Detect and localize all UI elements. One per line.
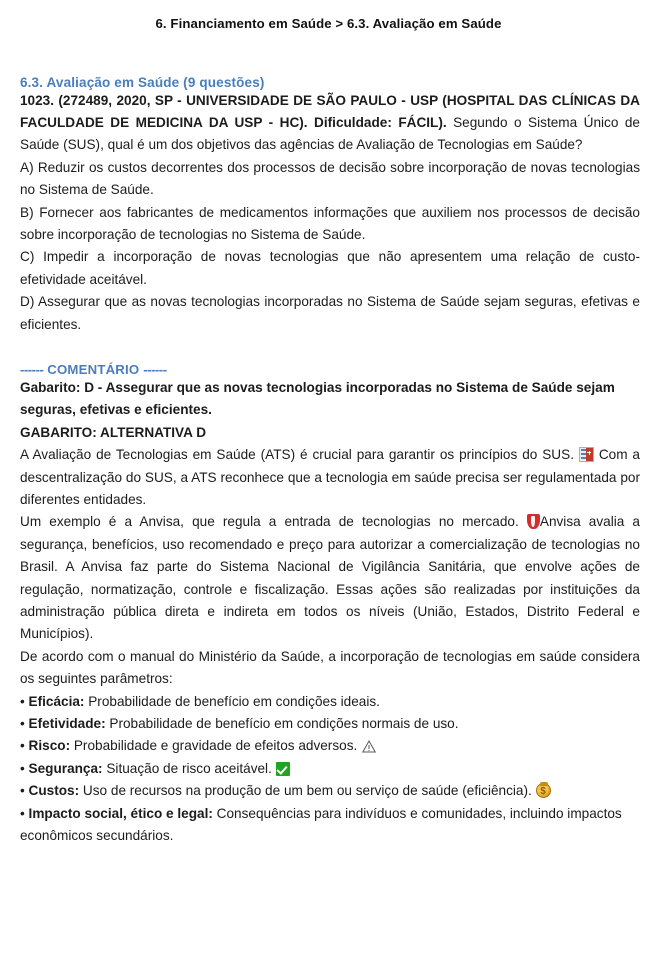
comment-heading [20,362,657,377]
parameter-description: Probabilidade de benefício em condições ideais. [84,693,380,709]
answer-key-alternative: GABARITO: ALTERNATIVA D [20,424,207,440]
bullet-marker: • [20,783,25,799]
parameter-description: Consequências para indivíduos e comunidades, incluindo impactos econômicos secundários. [20,805,622,844]
bullet-marker: • [20,738,25,754]
parameter-term: Impacto social, ético e legal: [28,805,213,821]
bullet-marker: • [20,693,25,709]
comment-content [0,377,657,848]
list-item [20,713,640,735]
parameter-term: Eficácia: [28,693,85,709]
option-a[interactable]: A) Reduzir os custos decorrentes dos processos de decisão sobre incorporação de novas tecnologias no Sistema de Saúde. [20,159,640,198]
green-check-icon [276,762,290,776]
list-item [20,780,640,802]
list-item [20,735,640,757]
question-stem-text: Segundo o Sistema Único de Saúde (SUS), qual é um dos objetivos das agências de Avaliação de Tecnologias em Saúde? [20,114,640,153]
list-item [20,691,640,713]
parameter-term: Risco: [28,738,71,754]
explanation-p1-part1: A Avaliação de Tecnologias em Saúde (ATS) é crucial para garantir os princípios do SUS. [20,447,574,463]
hospital-icon [579,447,594,462]
parameter-description: Situação de risco aceitável. [102,760,272,776]
comment-dash-left: ------ [20,361,44,377]
list-item [20,758,640,780]
parameter-term: Custos: [28,783,80,799]
explanation-p2-part2: Anvisa avalia a segurança, benefícios, uso recomendado e preço para autorizar a comercialização de tecnologias no Brasil. A Anvisa faz parte do Sistema Nacional de Vigilância Sanitária, que envolve ações de regulação, normatização, controle e fiscalização. Essas ações são realizadas por instituições da administração pública direta e indireta em todos os níveis (União, Estados, Distrito Federal e Municípios). [20,514,640,642]
answer-key-line: Gabarito: D - Assegurar que as novas tecnologias incorporadas no Sistema de Saúde sejam seguras, efetivas e eficientes. [20,379,615,418]
question-source-bold: 1023. (272489, 2020, SP - UNIVERSIDADE DE SÃO PAULO - USP (HOSPITAL DAS CLÍNICAS DA FACULDADE DE MEDICINA DA USP - HC). Dificuldade: FÁCIL). [20,92,640,130]
document-content [0,90,657,336]
question-stem [20,90,640,157]
bullet-marker: • [20,760,25,776]
parameter-description: Probabilidade e gravidade de efeitos adversos. [70,738,358,754]
comment-label: COMENTÁRIO [47,361,140,377]
warning-triangle-icon [362,738,376,751]
bullet-marker: • [20,805,25,821]
comment-dash-right: ------ [143,361,167,377]
explanation-paragraph-1 [20,444,640,511]
list-item [20,803,640,848]
bullet-marker: • [20,716,25,732]
parameter-description: Uso de recursos na produção de um bem ou serviço de saúde (eficiência). [79,783,532,799]
section-heading: 6.3. Avaliação em Saúde (9 questões) [20,74,265,90]
explanation-paragraph-3: De acordo com o manual do Ministério da Saúde, a incorporação de tecnologias em saúde considera os seguintes parâmetros: [20,648,640,687]
document-page [0,16,657,954]
explanation-p1-part2: Com a descentralização do SUS, a ATS reconhece que a tecnologia em saúde precisa ser regulamentada por diferentes entidades. [20,447,640,507]
shield-icon [527,514,540,529]
explanation-paragraph-2 [20,511,640,645]
page-title: 6. Financiamento em Saúde > 6.3. Avaliação em Saúde [155,16,502,31]
parameter-description: Probabilidade de benefício em condições normais de uso. [105,716,459,732]
option-c[interactable]: C) Impedir a incorporação de novas tecnologias que não apresentem uma relação de custo-efetividade aceitável. [20,249,640,287]
explanation-p2-part1: Um exemplo é a Anvisa, que regula a entrada de tecnologias no mercado. [20,514,519,530]
option-b[interactable]: B) Fornecer aos fabricantes de medicamentos informações que auxiliem nos processos de decisão sobre incorporação de tecnologias no Sistema de Saúde. [20,204,640,242]
option-d[interactable]: D) Assegurar que as novas tecnologias incorporadas no Sistema de Saúde sejam seguras, efetivas e eficientes. [20,294,640,332]
parameter-term: Efetividade: [28,716,106,732]
money-bag-icon [536,783,551,798]
parameter-term: Segurança: [28,760,103,776]
